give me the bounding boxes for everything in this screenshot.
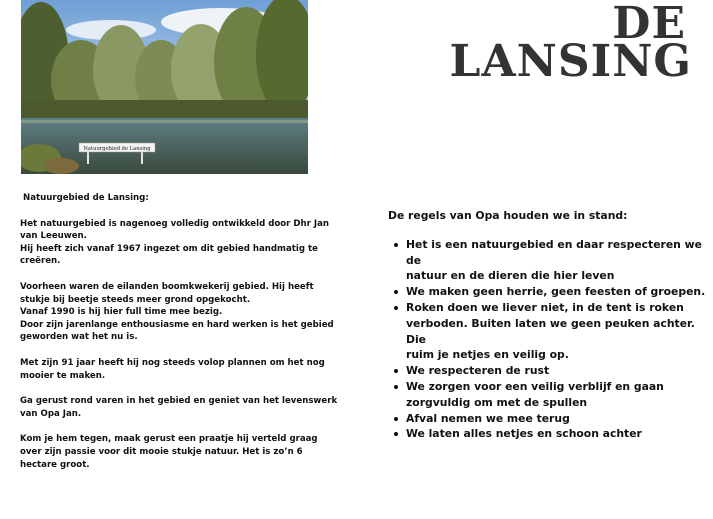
history-line: Kom je hem tegen, maak gerust een praatje hij verteld graag: [20, 434, 318, 445]
sign-text: Natuurgebied de Lansing: [83, 146, 151, 152]
history-line: Hij heeft zich vanaf 1967 ingezet om dit gebied handmatig te: [20, 243, 318, 254]
rule-line: We maken geen herrie, geen feesten of groepen.: [406, 285, 706, 299]
rule-line: natuur en de dieren die hier leven: [406, 269, 615, 283]
rule-line: Roken doen we liever niet, in de tent is roken: [406, 300, 684, 314]
logo-line-2: LANSING: [449, 36, 692, 87]
rule-line: ruim je netjes en veilig op.: [406, 348, 569, 362]
history-line: Ga gerust rond varen in het gebied en geniet van het levenswerk: [20, 396, 338, 407]
history-line: Het natuurgebied is nagenoeg volledig ontwikkeld door Dhr Jan: [20, 218, 329, 229]
history-text: [20, 192, 338, 484]
history-line: Voorheen waren de eilanden boomkwekerij gebied. Hij heeft: [20, 281, 314, 292]
rule-line: Afval nemen we mee terug: [406, 411, 570, 425]
lansing-logo: [449, 0, 710, 92]
history-line: Met zijn 91 jaar heeft hij nog steeds volop plannen om het nog: [20, 357, 325, 368]
nature-photo: [21, 0, 308, 174]
rules-list: [388, 237, 713, 442]
rule-line: We zorgen voor een veilig verblijf en gaan: [406, 379, 664, 393]
rule-line: We laten alles netjes en schoon achter: [406, 427, 642, 441]
rule-item: [406, 411, 713, 427]
rule-item: [406, 363, 713, 379]
history-title: Natuurgebied de Lansing:: [23, 193, 149, 203]
rule-line: verboden. Buiten laten we geen peuken achter. Die: [406, 316, 695, 346]
history-line: over zijn passie voor dit mooie stukje natuur. Het is zo’n 6: [20, 446, 303, 457]
logo-line-1: DE: [612, 0, 686, 49]
history-paragraph: [20, 281, 338, 344]
rule-line: Het is een natuurgebied en daar respecteren we de: [406, 237, 702, 267]
rules-heading: De regels van Opa houden we in stand:: [388, 209, 628, 222]
history-line: creëren.: [20, 256, 61, 267]
history-paragraph: [20, 357, 338, 382]
rule-item: [406, 284, 713, 300]
rule-item: [406, 237, 713, 284]
rule-item: [406, 426, 713, 442]
history-line: van Leeuwen.: [20, 231, 87, 242]
rule-line: zorgvuldig om met de spullen: [406, 395, 588, 409]
rules-section: [388, 208, 713, 442]
history-line: van Opa Jan.: [20, 408, 82, 419]
rule-item: [406, 300, 713, 363]
history-line: hectare groot.: [20, 459, 90, 470]
history-paragraph: [20, 395, 338, 420]
history-line: Door zijn jarenlange enthousiasme en hard werken is het gebied: [20, 319, 334, 330]
history-line: geworden wat het nu is.: [20, 332, 138, 343]
history-paragraph: [20, 433, 338, 471]
history-line: mooier te maken.: [20, 370, 106, 381]
history-line: stukje bij beetje steeds meer grond opgekocht.: [20, 294, 251, 305]
rule-line: We respecteren de rust: [406, 364, 550, 378]
history-paragraph: [20, 218, 338, 268]
rule-item: [406, 379, 713, 411]
history-line: Vanaf 1990 is hij hier full time mee bezig.: [20, 307, 223, 318]
